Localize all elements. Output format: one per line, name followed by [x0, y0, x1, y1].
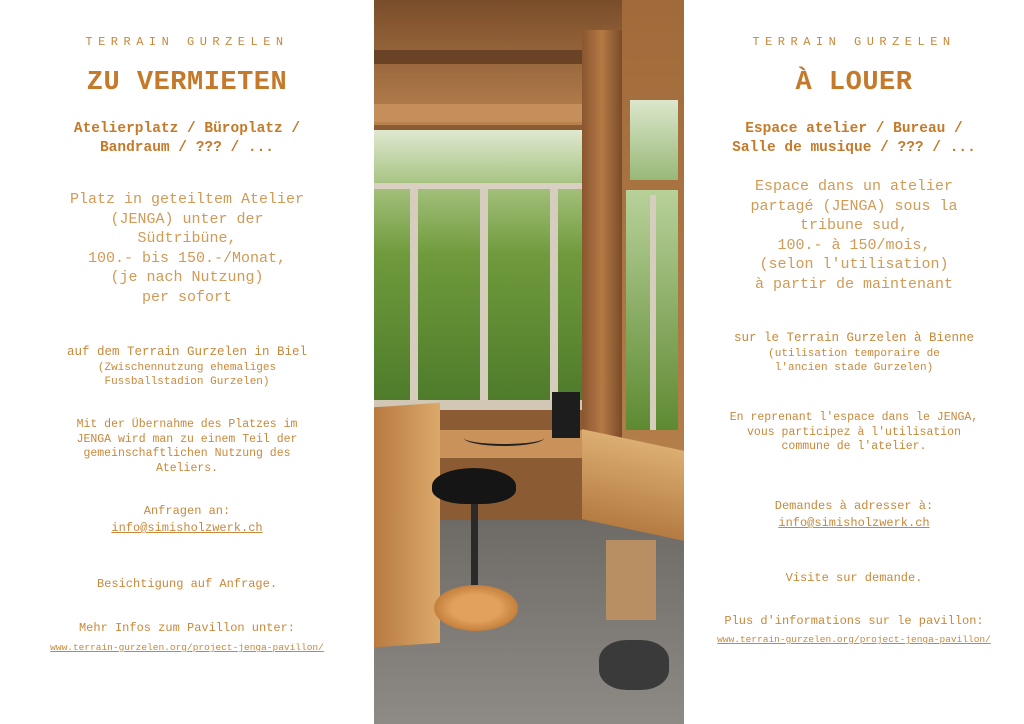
side-window-upper — [630, 100, 678, 180]
brand-heading: TERRAIN GURZELEN — [85, 35, 289, 49]
requests — [684, 498, 1024, 532]
requests — [0, 503, 374, 537]
ceiling-beam — [374, 50, 614, 64]
page-title: À LOUER — [795, 68, 913, 98]
space-types: Atelierplatz / Büroplatz / Bandraum / ??? / ... — [73, 121, 301, 156]
atelier-photo — [374, 0, 684, 724]
pavilion-url — [684, 634, 1024, 645]
location-note-2: l'ancien stade Gurzelen) — [774, 361, 934, 374]
location: sur le Terrain Gurzelen à Bienne (utilisation temporaire de l'ancien stade Gurzelen) — [684, 331, 1024, 375]
brand-heading: TERRAIN GURZELEN — [752, 35, 956, 49]
ceiling-beam — [374, 104, 614, 122]
location-note-2: Fussballstadion Gurzelen) — [104, 375, 270, 388]
location-note-1: (Zwischennutzung ehemaliges — [97, 361, 277, 374]
speaker — [552, 392, 580, 438]
window-mullion — [410, 189, 418, 408]
flyer-column-french — [684, 0, 1024, 724]
window-mullion — [550, 189, 558, 408]
pavilion-link[interactable]: www.terrain-gurzelen.org/project-jenga-pavillon/ — [717, 634, 991, 645]
more-info-label: Plus d'informations sur le pavillon: — [724, 614, 984, 628]
window-top-light — [374, 130, 584, 182]
shoes — [599, 640, 669, 690]
window-mullion — [480, 189, 488, 408]
more-info-label: Mehr Infos zum Pavillon unter: — [78, 621, 296, 635]
requests-label: Demandes à adresser à: — [774, 499, 934, 513]
location-note-1: (utilisation temporaire de — [768, 347, 940, 360]
stool-seat — [432, 468, 516, 504]
space-types: Espace atelier / Bureau / Salle de musique / ??? / ... — [732, 121, 976, 156]
email-link[interactable]: info@simisholzwerk.ch — [778, 516, 930, 530]
pavilion-link[interactable]: www.terrain-gurzelen.org/project-jenga-pavillon/ — [50, 642, 324, 653]
visit-note: Visite sur demande. — [785, 571, 923, 585]
desk — [374, 403, 440, 648]
cable — [464, 430, 544, 446]
email-link[interactable]: info@simisholzwerk.ch — [111, 521, 263, 535]
side-window-mullion — [650, 195, 656, 430]
cardboard-box — [606, 540, 656, 620]
usage-note: Mit der Übernahme des Platzes im JENGA wird man zu einem Teil der gemeinschaftlichen Nutzung des Ateliers. — [76, 418, 298, 475]
stool-base — [434, 585, 518, 631]
stool-pole — [471, 500, 478, 595]
pavilion-url — [0, 642, 374, 653]
location: auf dem Terrain Gurzelen in Biel (Zwischennutzung ehemaliges Fussballstadion Gurzelen) — [0, 345, 374, 389]
requests-label: Anfragen an: — [143, 504, 231, 518]
offer-description: Platz in geteiltem Atelier (JENGA) unter der Südtribüne, 100.- bis 150.-/Monat, (je nach Nutzung) per sofort — [69, 191, 305, 306]
visit-note: Besichtigung auf Anfrage. — [96, 577, 278, 591]
usage-note: En reprenant l'espace dans le JENGA, vous participez à l'utilisation commune de l'atelier. — [729, 411, 979, 453]
offer-description: Espace dans un atelier partagé (JENGA) sous la tribune sud, 100.- à 150/mois, (selon l'utilisation) à partir de maintenant — [750, 178, 958, 293]
flyer-column-german — [0, 0, 374, 724]
page-title: ZU VERMIETEN — [86, 68, 288, 98]
